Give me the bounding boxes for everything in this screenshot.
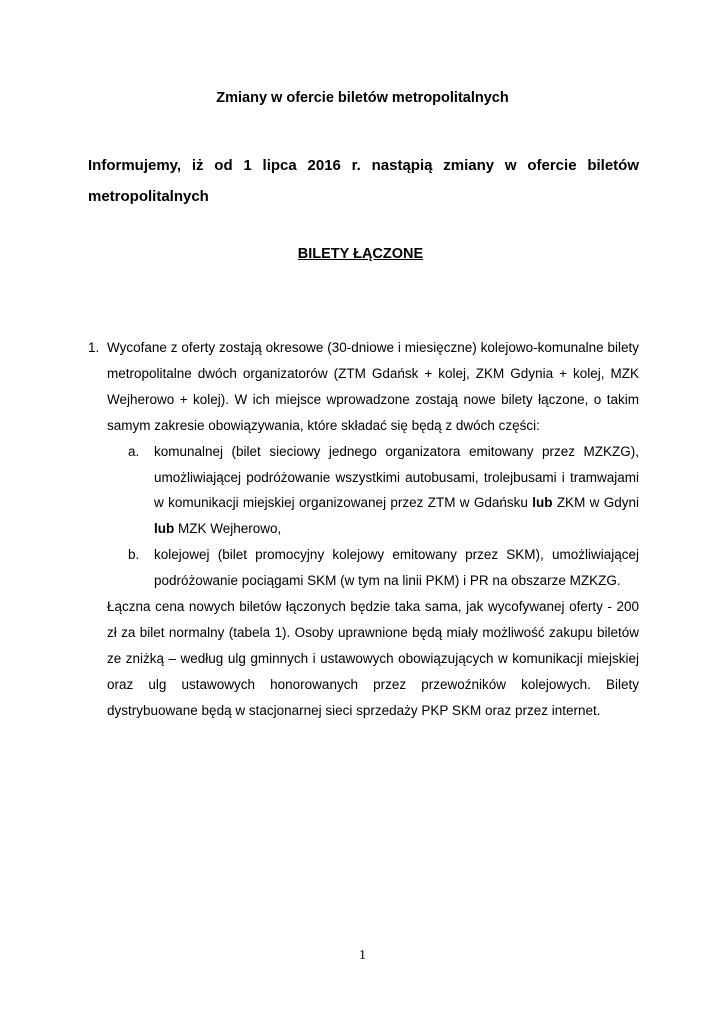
sub-a-text-part-1: komunalnej (bilet sieciowy jednego organizatora emitowany przez MZKZG), umożliwiającej podróżowanie wszystkimi autobusami, trolejbusami i tramwajami w komunikacji miejskiej organizowanej przez ZTM w Gdańsku (154, 443, 639, 511)
sub-a-text-part-2: ZKM w Gdyni (556, 495, 639, 511)
sub-item-b-text: kolejowej (bilet promocyjny kolejowy emitowany przez SKM), umożliwiającej podróżowanie pociągami SKM (w tym na linii PKM) i PR na obszarze MZKZG. (154, 547, 639, 589)
sub-a-bold-lub-2: lub (154, 521, 175, 537)
page-number: 1 (359, 948, 366, 963)
sub-item-a (107, 439, 639, 543)
list-item (88, 335, 639, 724)
lead-paragraph: Informujemy, iż od 1 lipca 2016 r. nastąpią zmiany w ofercie biletów metropolitalnych (88, 157, 639, 205)
sub-item-letter: a. (128, 443, 140, 459)
list-item-number: 1. (88, 340, 100, 355)
numbered-list (88, 335, 639, 724)
sub-a-bold-lub-1: lub (532, 495, 553, 511)
document-title: Zmiany w ofercie biletów metropolitalnych (216, 90, 509, 106)
sub-item-a-text (154, 439, 639, 543)
sub-item-letter: b. (128, 547, 140, 563)
section-heading-text: BILETY ŁĄCZONE (297, 246, 424, 262)
item-intro-paragraph: Wycofane z oferty zostają okresowe (30-dniowe i miesięczne) kolejowo-komunalne bilety metropolitalne dwóch organizatorów (ZTM Gdańsk + kolej, ZKM Gdynia + kolej, MZK Wejherowo + kolej). W ich miejsce wprowadzone zostają nowe bilety łączone, o takim samym zakresie obowiązywania, które składać się będą z dwóch części: (107, 340, 639, 433)
sub-a-text-part-3: MZK Wejherowo, (178, 521, 282, 537)
section-heading (0, 244, 725, 264)
sub-item-b (107, 542, 639, 594)
item-closing-paragraph: Łączna cena nowych biletów łączonych będzie taka sama, jak wycofywanej oferty - 200 zł za bilet normalny (tabela 1). Osoby uprawnione będą miały możliwość zakupu biletów ze zniżką – według ulg gminnych i ustawowych obowiązujących w komunikacji miejskiej oraz ulg ustawowych honorowanych przez przewoźników kolejowych. Bilety dystrybuowane będą w stacjonarnej sieci sprzedaży PKP SKM oraz przez internet. (107, 599, 639, 718)
